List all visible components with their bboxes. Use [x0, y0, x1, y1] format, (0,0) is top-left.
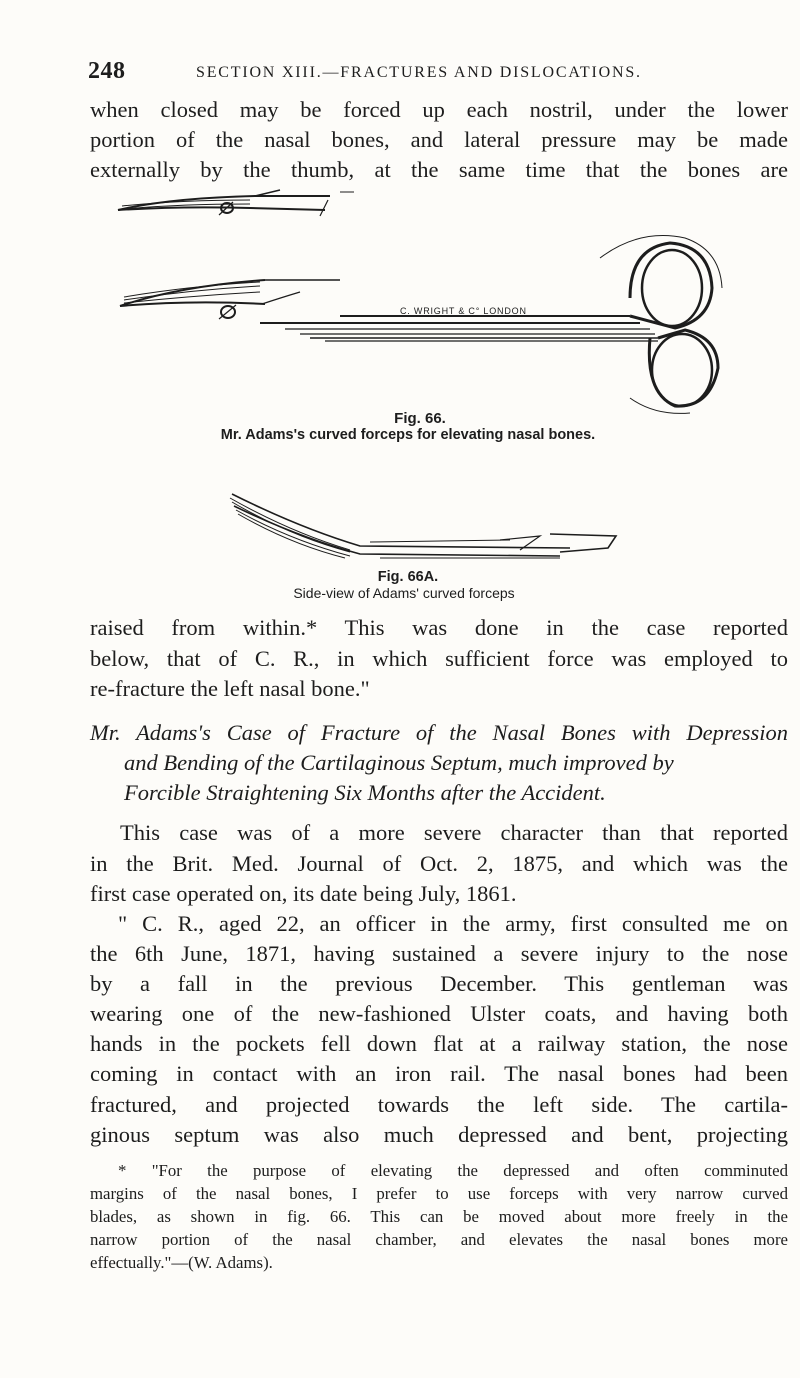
body-line: wearing one of the new-fashioned Ulster coats, and having both — [90, 1001, 788, 1026]
footnote-line: blades, as shown in fig. 66. This can be moved about more freely in the — [90, 1207, 788, 1226]
case-heading: Mr. Adams's Case of Fracture of the Nasal Bones with Depression — [90, 720, 788, 745]
body-line: by a fall in the previous December. This gentleman was — [90, 971, 788, 996]
body-line: re-fracture the left nasal bone." — [90, 676, 370, 701]
body-line: " C. R., aged 22, an officer in the army, first consulted me on — [118, 911, 788, 936]
body-line: This case was of a more severe character than that reported — [120, 820, 788, 845]
body-line: in the Brit. Med. Journal of Oct. 2, 1875, and which was the — [90, 851, 788, 876]
figure-label: Fig. 66. — [394, 410, 446, 427]
figure-caption: Side-view of Adams' curved forceps — [293, 585, 515, 601]
page-number: 248 — [88, 58, 126, 84]
forceps-illustration — [110, 188, 730, 418]
figure-label: Fig. 66A. — [377, 569, 439, 585]
body-line: the 6th June, 1871, having sustained a severe injury to the nose — [90, 941, 788, 966]
case-heading: and Bending of the Cartilaginous Septum, much improved by — [124, 750, 674, 775]
body-line: fractured, and projected towards the left side. The cartila- — [90, 1092, 788, 1117]
running-head: SECTION XIII.—FRACTURES AND DISLOCATIONS. — [196, 64, 642, 81]
body-line: when closed may be forced up each nostril, under the lower — [90, 97, 788, 122]
footnote-line: margins of the nasal bones, I prefer to use forceps with very narrow curved — [90, 1184, 788, 1203]
body-line: coming in contact with an iron rail. The nasal bones had been — [90, 1061, 788, 1086]
forceps-side-view-illustration — [220, 488, 620, 568]
body-line: first case operated on, its date being July, 1861. — [90, 881, 517, 906]
maker-mark: C. WRIGHT & C° LONDON — [400, 306, 527, 316]
footnote-line: * "For the purpose of elevating the depressed and often comminuted — [118, 1161, 788, 1180]
body-line: hands in the pockets fell down flat at a railway station, the nose — [90, 1031, 788, 1056]
footnote-line: narrow portion of the nasal chamber, and elevates the nasal bones more — [90, 1230, 788, 1249]
footnote-line: effectually."—(W. Adams). — [90, 1253, 273, 1272]
case-heading: Forcible Straightening Six Months after the Accident. — [124, 780, 606, 805]
body-line: portion of the nasal bones, and lateral pressure may be made — [90, 127, 788, 152]
body-line: externally by the thumb, at the same time that the bones are — [90, 157, 788, 182]
body-line: ginous septum was also much depressed and bent, projecting — [90, 1122, 788, 1147]
figure-caption: Mr. Adams's curved forceps for elevating nasal bones. — [220, 427, 596, 443]
page-header — [88, 58, 788, 88]
body-line: raised from within.* This was done in the case reported — [90, 615, 788, 640]
body-line: below, that of C. R., in which sufficient force was employed to — [90, 646, 788, 671]
